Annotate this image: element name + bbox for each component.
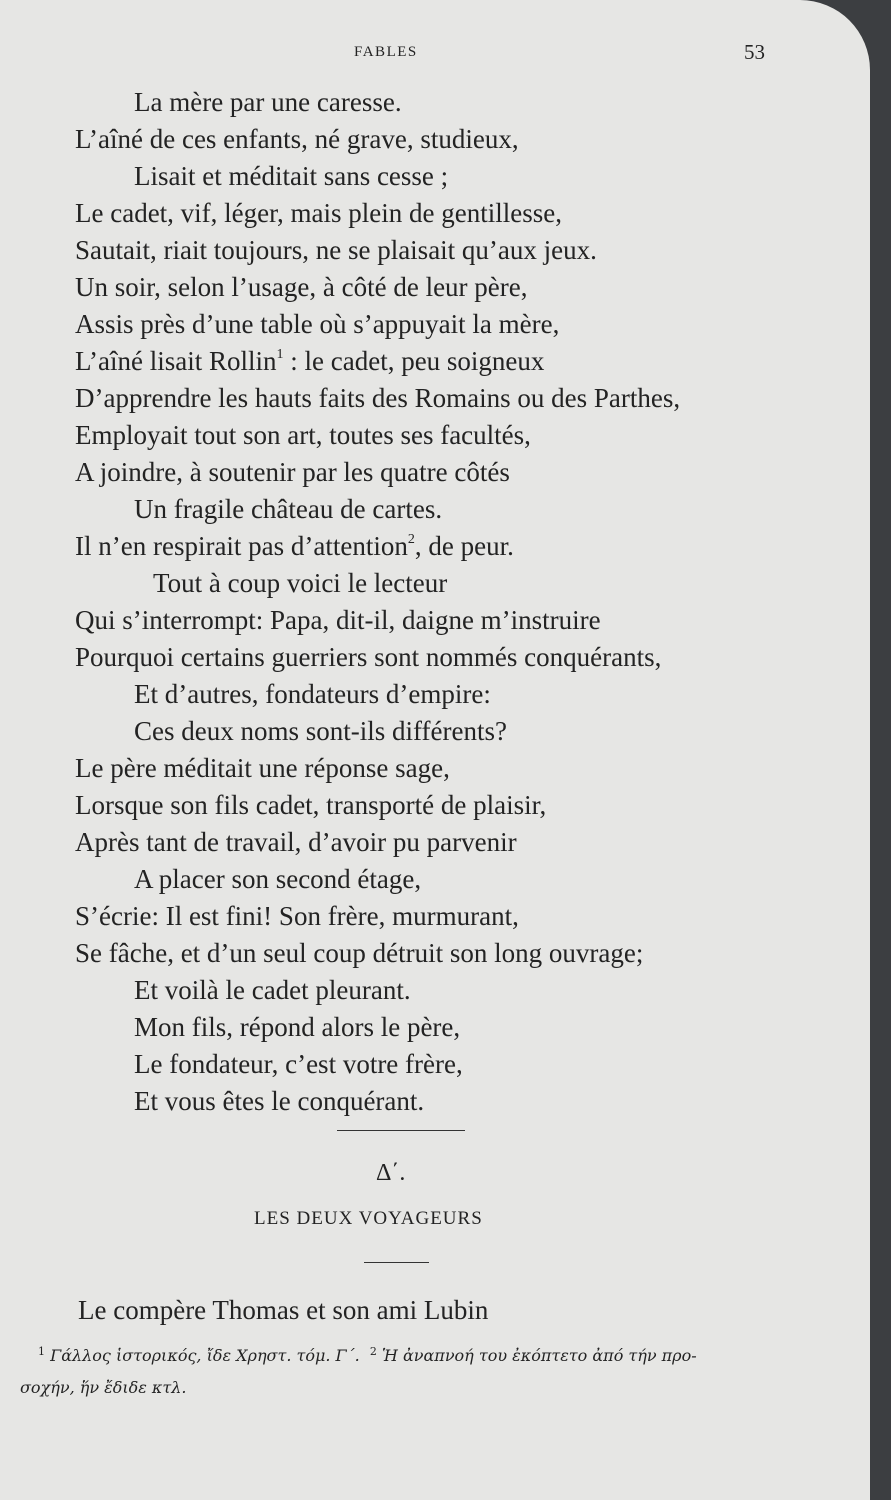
poem-line: Pourquoi certains guerriers sont nommés conquérants, xyxy=(75,642,662,672)
running-title: FABLES xyxy=(354,44,418,60)
poem-line: Après tant de travail, d’avoir pu parvenir xyxy=(75,827,517,857)
title-underline xyxy=(364,1262,429,1263)
poem-line: Se fâche, et d’un seul coup détruit son long ouvrage; xyxy=(75,938,644,968)
section-first-line: Le compère Thomas et son ami Lubin xyxy=(78,1295,489,1325)
footnote-ref-2: 2 xyxy=(407,532,415,547)
poem-line xyxy=(75,528,514,565)
footnote-marker-1: 1 xyxy=(38,1345,45,1358)
poem-line: A placer son second étage, xyxy=(134,864,422,894)
poem-line: D’apprendre les hauts faits des Romains ou des Parthes, xyxy=(75,383,681,413)
poem-line: S’écrie: Il est fini! Son frère, murmurant, xyxy=(75,901,519,931)
poem-line: Tout à coup voici le lecteur xyxy=(153,568,448,598)
section-numeral: Δ΄. xyxy=(376,1160,406,1186)
poem-line xyxy=(75,343,544,380)
poem-line: Employait tout son art, toutes ses facultés, xyxy=(75,420,531,450)
poem-line-text: L’aîné lisait Rollin xyxy=(75,346,277,376)
poem-line: Et d’autres, fondateurs d’empire: xyxy=(134,679,491,709)
poem-line: Un soir, selon l’usage, à côté de leur père, xyxy=(75,272,528,302)
footnote-marker-2: 2 xyxy=(369,1345,377,1358)
poem-line: Le père méditait une réponse sage, xyxy=(75,753,450,783)
poem-line: Mon fils, répond alors le père, xyxy=(134,1012,461,1042)
section-divider xyxy=(337,1130,465,1131)
poem-line: Lisait et méditait sans cesse ; xyxy=(134,161,449,191)
poem-line: Assis près d’une table où s’appuyait la mère, xyxy=(75,309,560,339)
poem-line: Sautait, riait toujours, ne se plaisait qu’aux jeux. xyxy=(75,235,597,265)
poem-line-text: : le cadet, peu soigneux xyxy=(283,346,545,376)
footnote-1: Γάλλος ἱστορικός, ἴδε Χρηστ. τόμ. Γ΄. xyxy=(50,1346,360,1365)
poem-line: Qui s’interrompt: Papa, dit-il, daigne m’instruire xyxy=(75,605,601,635)
poem-line: Et voilà le cadet pleurant. xyxy=(134,975,411,1005)
poem-line: Le fondateur, c’est votre frère, xyxy=(134,1049,463,1079)
poem-line: Ces deux noms sont-ils différents? xyxy=(134,716,507,746)
footnote-2-start: Ἡ ἀναπνοή του ἐκόπτετο ἀπό τήν προ- xyxy=(382,1346,697,1365)
poem-line: Le cadet, vif, léger, mais plein de gentillesse, xyxy=(75,198,562,228)
poem-line: A joindre, à soutenir par les quatre côtés xyxy=(75,457,510,487)
section-title: LES DEUX VOYAGEURS xyxy=(254,1208,483,1229)
footnote-line xyxy=(38,1346,697,1365)
poem-line: Et vous êtes le conquérant. xyxy=(134,1086,425,1116)
poem-line: Lorsque son fils cadet, transporté de plaisir, xyxy=(75,790,547,820)
poem-line-text: Il n’en respirait pas d’attention xyxy=(75,531,408,561)
poem-line: La mère par une caresse. xyxy=(134,87,402,117)
poem-line-text: , de peur. xyxy=(414,531,514,561)
page-number: 53 xyxy=(744,40,765,64)
footnote-ref-1: 1 xyxy=(276,347,284,362)
poem-line: Un fragile château de cartes. xyxy=(134,494,443,524)
footnote-2-end: σοχήν, ἥν ἔδιδε κτλ. xyxy=(20,1378,187,1397)
poem-line: L’aîné de ces enfants, né grave, studieux, xyxy=(75,124,519,154)
